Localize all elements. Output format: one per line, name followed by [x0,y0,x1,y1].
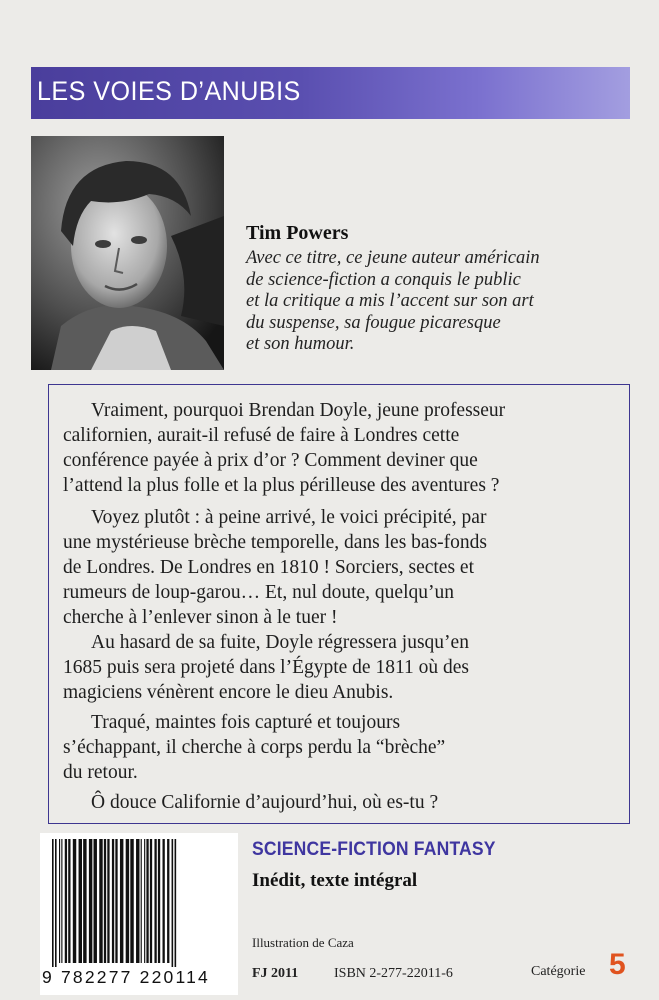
synopsis-paragraph [63,505,623,630]
barcode-bar [141,839,142,963]
synopsis-line: de Londres. De Londres en 1810 ! Sorciers, sectes et [63,557,474,578]
title-band [31,67,630,119]
synopsis-line: s’échappant, il cherche à corps perdu la “brèche” [63,737,446,758]
barcode-guard-bar [52,839,54,967]
barcode-bar [136,839,139,963]
barcode-bar [146,839,148,963]
synopsis-line: Au hasard de sa fuite, Doyle régressera jusqu’en [91,632,469,653]
synopsis-line: Voyez plutôt : à peine arrivé, le voici précipité, par [91,507,487,528]
isbn: ISBN 2-277-22011-6 [334,966,453,981]
synopsis-line: rumeurs de loup-garou… Et, nul doute, quelqu’un [63,582,454,603]
category-label: Catégorie [531,964,586,979]
barcode-guard-bar [55,839,57,967]
barcode-bar [61,839,62,963]
barcode-bar [126,839,129,963]
barcode-bar [112,839,114,963]
barcode-bar [154,839,156,963]
synopsis-paragraph [63,790,623,815]
illustration-credit: Illustration de Caza [252,935,354,950]
barcode-bar [89,839,92,963]
barcode-bar [120,839,123,963]
barcode-number: 9 782277 220114 [42,967,210,987]
barcode-bar [150,839,152,963]
blurb-line: de science-fiction a conquis le public [246,269,521,290]
barcode [40,833,238,995]
publisher-code: FJ 2011 [252,966,299,981]
barcode-bar [65,839,67,963]
barcode-bars [40,833,238,967]
book-title: LES VOIES D’ANUBIS [37,76,301,106]
synopsis-line: du retour. [63,762,138,783]
author-blurb [246,248,636,356]
barcode-bar [99,839,102,963]
synopsis-line: cherche à l’enlever sinon à le tuer ! [63,607,338,628]
barcode-guard-bar [172,839,174,967]
barcode-bar [79,839,82,963]
barcode-bar [167,839,169,963]
synopsis-line: californien, aurait-il refusé de faire à Londres cette [63,425,460,446]
synopsis-paragraph [63,398,623,498]
barcode-bar [83,839,86,963]
synopsis-line: Vraiment, pourquoi Brendan Doyle, jeune professeur [91,400,506,421]
author-photo [31,136,224,370]
synopsis-line: conférence payée à prix d’or ? Comment deviner que [63,450,478,471]
barcode-bar [107,839,109,963]
synopsis-line: magiciens vénèrent encore le dieu Anubis. [63,682,394,703]
synopsis-line: une mystérieuse brèche temporelle, dans les bas-fonds [63,532,487,553]
barcode-guard-bar [175,839,177,967]
synopsis-paragraph [63,710,623,785]
barcode-bar [104,839,106,963]
barcode-bar [73,839,76,963]
category-number: 5 [609,948,626,981]
synopsis-line: 1685 puis sera projeté dans l’Égypte de 1811 où des [63,657,469,678]
collection-name: SCIENCE-FICTION FANTASY [252,838,496,860]
synopsis-line: l’attend la plus folle et la plus périlleuse des aventures ? [63,475,500,496]
blurb-line: Avec ce titre, ce jeune auteur américain [246,248,540,268]
barcode-bar [94,839,97,963]
barcode-bar [115,839,117,963]
synopsis-line: Ô douce Californie d’aujourd’hui, où es-tu ? [91,792,439,813]
barcode-bar [163,839,165,963]
barcode-bar [144,839,145,963]
barcode-bar [68,839,70,963]
blurb-line: du suspense, sa fougue picaresque [246,312,501,333]
edition-note: Inédit, texte intégral [252,870,418,891]
barcode-bar [130,839,133,963]
blurb-line: et la critique a mis l’accent sur son art [246,291,534,311]
synopsis-paragraph [63,630,623,705]
author-name: Tim Powers [246,222,349,244]
barcode-bar [59,839,60,963]
blurb-line: et son humour. [246,334,355,354]
synopsis-line: Traqué, maintes fois capturé et toujours [91,712,401,733]
barcode-bar [158,839,160,963]
